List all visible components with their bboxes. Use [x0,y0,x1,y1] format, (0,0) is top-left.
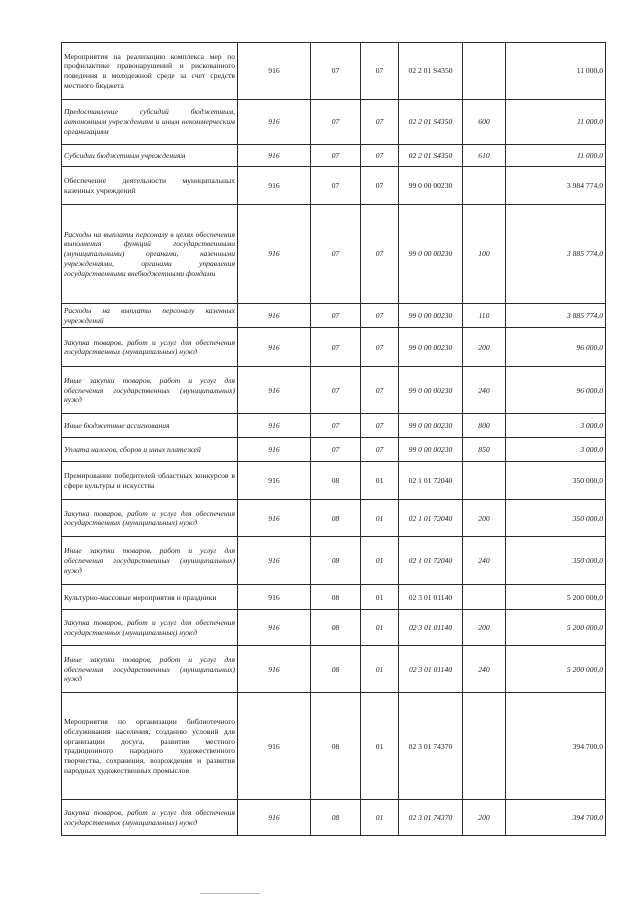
row-target: 02 2 01 S4350 [399,145,463,167]
row-ministry: 916 [238,693,311,800]
budget-table [61,42,606,836]
row-subsection: 07 [361,367,399,414]
table-row [62,43,606,100]
row-target: 99 0 00 00230 [399,167,463,205]
row-ministry: 916 [238,304,311,328]
table-row [62,328,606,367]
table-row [62,585,606,610]
row-section: 08 [311,610,361,646]
table-row [62,693,606,800]
row-subsection: 01 [361,462,399,500]
row-subsection: 01 [361,800,399,836]
row-ministry: 916 [238,537,311,585]
row-section: 07 [311,205,361,304]
row-ministry: 916 [238,205,311,304]
row-target: 99 0 00 00230 [399,304,463,328]
row-amount: 394 700,0 [506,800,606,836]
row-subsection: 07 [361,167,399,205]
row-section: 08 [311,585,361,610]
row-expense-type: 600 [463,100,506,145]
row-target: 02 1 01 72040 [399,537,463,585]
row-expense-type: 200 [463,328,506,367]
row-name: Мероприятия по организации библиотечного обслуживания населения, созданию условий для организации досуга, развития местного традиционного народного художественного творчества, сохранения, возрождения и развития народных художественных промыслов [62,693,238,800]
row-name: Обеспечение деятельности муниципальных казенных учреждений [62,167,238,205]
row-section: 08 [311,693,361,800]
row-section: 07 [311,100,361,145]
row-expense-type [463,167,506,205]
row-amount: 3 000,0 [506,414,606,438]
row-ministry: 916 [238,585,311,610]
row-subsection: 07 [361,414,399,438]
table-row [62,100,606,145]
row-amount: 5 200 000,0 [506,646,606,693]
row-name: Расходы на выплаты персоналу казенных учреждений [62,304,238,328]
row-subsection: 01 [361,646,399,693]
row-amount: 11 000,0 [506,100,606,145]
row-section: 08 [311,646,361,693]
row-subsection: 01 [361,537,399,585]
row-name: Иные закупки товаров, работ и услуг для обеспечения государственных (муниципальных) нужд [62,537,238,585]
row-target: 99 0 00 00230 [399,367,463,414]
row-amount: 350 000,0 [506,537,606,585]
row-target: 02 2 01 S4350 [399,100,463,145]
row-section: 08 [311,462,361,500]
row-expense-type: 240 [463,646,506,693]
row-section: 07 [311,414,361,438]
row-expense-type: 240 [463,537,506,585]
table-row [62,414,606,438]
row-subsection: 01 [361,610,399,646]
row-expense-type: 200 [463,610,506,646]
row-amount: 3 984 774,0 [506,167,606,205]
row-name: Мероприятия на реализацию комплекса мер по профилактике правонарушений и рискованного поведения в молодежной среде за счет средств местного бюджета [62,43,238,100]
row-expense-type [463,462,506,500]
table-row [62,537,606,585]
row-expense-type: 240 [463,367,506,414]
row-amount: 3 000,0 [506,438,606,462]
table-row [62,304,606,328]
row-ministry: 916 [238,414,311,438]
row-section: 08 [311,537,361,585]
row-name: Предоставление субсидий бюджетным, автономным учреждениям и иным некоммерческим организациям [62,100,238,145]
row-expense-type: 800 [463,414,506,438]
row-section: 07 [311,367,361,414]
page-footer-mark [200,893,260,897]
budget-table-body [62,43,606,836]
row-ministry: 916 [238,328,311,367]
row-amount: 394 700,0 [506,693,606,800]
row-section: 08 [311,500,361,537]
table-row [62,500,606,537]
row-name: Уплата налогов, сборов и иных платежей [62,438,238,462]
row-name: Закупка товаров, работ и услуг для обеспечения государственных (муниципальных) нужд [62,610,238,646]
row-name: Закупка товаров, работ и услуг для обеспечения государственных (муниципальных) нужд [62,500,238,537]
row-name: Закупка товаров, работ и услуг для обеспечения государственных (муниципальных) нужд [62,328,238,367]
row-name: Премирование победителей областных конкурсов в сфере культуры и искусства [62,462,238,500]
row-name: Культурно-массовые мероприятия и праздники [62,585,238,610]
row-section: 07 [311,304,361,328]
row-expense-type [463,585,506,610]
row-section: 07 [311,43,361,100]
row-subsection: 07 [361,438,399,462]
row-amount: 5 200 000,0 [506,610,606,646]
row-target: 02 3 01 01140 [399,610,463,646]
row-ministry: 916 [238,145,311,167]
table-row [62,800,606,836]
row-name: Иные бюджетные ассигнования [62,414,238,438]
row-subsection: 01 [361,585,399,610]
row-amount: 11 000,0 [506,145,606,167]
row-target: 99 0 00 00230 [399,414,463,438]
row-name: Иные закупки товаров, работ и услуг для обеспечения государственных (муниципальных) нужд [62,367,238,414]
row-expense-type: 110 [463,304,506,328]
row-ministry: 916 [238,800,311,836]
row-expense-type: 200 [463,500,506,537]
row-name: Расходы на выплаты персоналу в целях обеспечения выполнения функций государственными (муниципальными) органами, казенными учреждениями, органами управления государственными внебюджетными фондами [62,205,238,304]
row-ministry: 916 [238,167,311,205]
row-section: 08 [311,800,361,836]
row-subsection: 07 [361,205,399,304]
table-row [62,646,606,693]
row-target: 02 3 01 74370 [399,693,463,800]
table-row [62,367,606,414]
row-ministry: 916 [238,610,311,646]
row-amount: 350 000,0 [506,462,606,500]
row-subsection: 07 [361,304,399,328]
row-ministry: 916 [238,438,311,462]
row-target: 02 3 01 74370 [399,800,463,836]
table-row [62,462,606,500]
row-name: Иные закупки товаров, работ и услуг для обеспечения государственных (муниципальных) нужд [62,646,238,693]
row-subsection: 01 [361,500,399,537]
row-amount: 11 000,0 [506,43,606,100]
row-section: 07 [311,328,361,367]
row-amount: 5 200 000,0 [506,585,606,610]
row-expense-type: 850 [463,438,506,462]
row-ministry: 916 [238,646,311,693]
row-ministry: 916 [238,500,311,537]
row-subsection: 01 [361,693,399,800]
row-section: 07 [311,438,361,462]
table-row [62,610,606,646]
row-name: Закупка товаров, работ и услуг для обеспечения государственных (муниципальных) нужд [62,800,238,836]
row-expense-type: 100 [463,205,506,304]
row-amount: 3 885 774,0 [506,304,606,328]
row-ministry: 916 [238,100,311,145]
row-target: 02 3 01 01140 [399,646,463,693]
table-row [62,145,606,167]
row-expense-type [463,43,506,100]
row-amount: 350 000,0 [506,500,606,537]
row-target: 02 2 01 S4350 [399,43,463,100]
row-amount: 96 000,0 [506,367,606,414]
row-subsection: 07 [361,43,399,100]
row-target: 99 0 00 00230 [399,328,463,367]
row-section: 07 [311,167,361,205]
row-expense-type [463,693,506,800]
row-target: 99 0 00 00230 [399,205,463,304]
row-ministry: 916 [238,462,311,500]
row-expense-type: 200 [463,800,506,836]
row-amount: 96 000,0 [506,328,606,367]
table-row [62,438,606,462]
row-name: Субсидии бюджетным учреждениям [62,145,238,167]
row-ministry: 916 [238,43,311,100]
row-subsection: 07 [361,145,399,167]
table-row [62,167,606,205]
row-ministry: 916 [238,367,311,414]
row-expense-type: 610 [463,145,506,167]
row-subsection: 07 [361,100,399,145]
row-amount: 3 885 774,0 [506,205,606,304]
row-target: 02 1 01 72040 [399,500,463,537]
row-subsection: 07 [361,328,399,367]
row-target: 02 3 01 01140 [399,585,463,610]
table-row [62,205,606,304]
row-target: 02 1 01 72040 [399,462,463,500]
row-target: 99 0 00 00230 [399,438,463,462]
row-section: 07 [311,145,361,167]
